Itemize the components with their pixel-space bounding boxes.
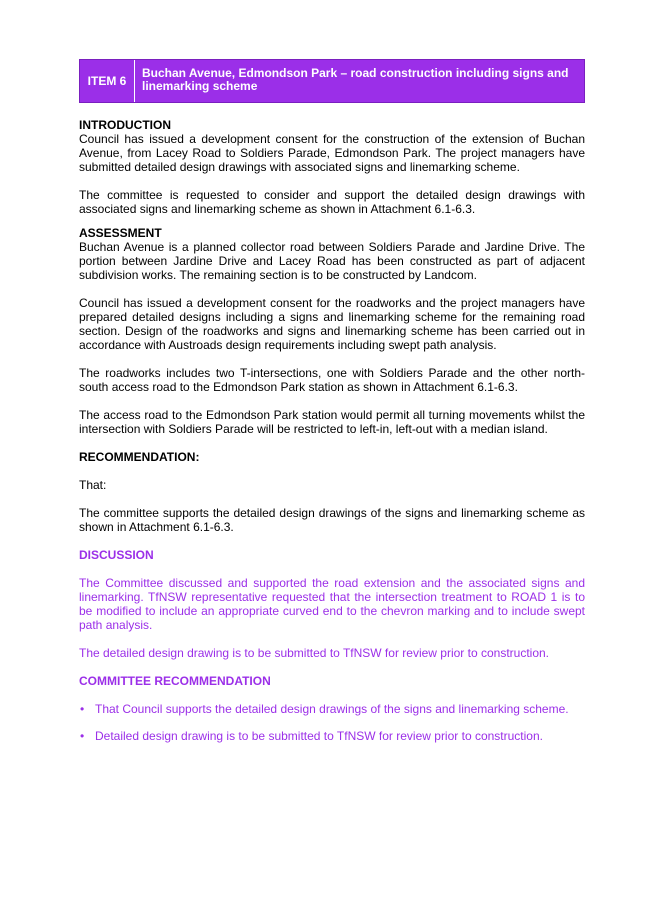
- bullet-icon: •: [80, 729, 85, 743]
- assessment-paragraph-3: The roadworks includes two T-intersections, one with Soldiers Parade and the other north-south access road to the Edmondson Park station as shown in Attachment 6.1-6.3.: [79, 366, 585, 394]
- assessment-section: [79, 226, 585, 436]
- document-page: [79, 59, 585, 756]
- item-header: [79, 59, 585, 103]
- discussion-paragraph-2: The detailed design drawing is to be submitted to TfNSW for review prior to construction.: [79, 646, 549, 660]
- assessment-paragraph-4: The access road to the Edmondson Park station would permit all turning movements whilst the intersection with Soldiers Parade will be restricted to left-in, left-out with a median island.: [79, 408, 585, 436]
- item-number: ITEM 6: [80, 60, 135, 102]
- introduction-section: [79, 118, 585, 216]
- discussion-heading: DISCUSSION: [79, 548, 154, 562]
- item-title: Buchan Avenue, Edmondson Park – road construction including signs and linemarking scheme: [142, 66, 569, 93]
- introduction-paragraph-2: The committee is requested to consider and support the detailed design drawings with associated signs and linemarking scheme as shown in Attachment 6.1-6.3.: [79, 188, 585, 216]
- recommendation-heading: RECOMMENDATION:: [79, 450, 200, 464]
- list-item: [79, 702, 585, 716]
- recommendation-section: [79, 450, 585, 534]
- committee-recommendation-list: [79, 702, 585, 743]
- introduction-heading: INTRODUCTION: [79, 118, 171, 132]
- bullet-icon: •: [80, 702, 85, 716]
- discussion-section: [79, 548, 585, 660]
- list-item: [79, 729, 585, 743]
- bullet-text-1: That Council supports the detailed design drawings of the signs and linemarking scheme.: [95, 702, 569, 716]
- assessment-paragraph-2: Council has issued a development consent for the roadworks and the project managers have prepared detailed designs including a signs and linemarking scheme for the remaining road section. Design of the roadworks and signs and linemarking scheme has been carried out in accordance with Austroads design requirements including swept path analysis.: [79, 296, 585, 352]
- committee-recommendation-section: [79, 674, 585, 743]
- committee-recommendation-heading: COMMITTEE RECOMMENDATION: [79, 674, 271, 688]
- recommendation-that: That:: [79, 478, 107, 492]
- recommendation-text: The committee supports the detailed design drawings of the signs and linemarking scheme as shown in Attachment 6.1-6.3.: [79, 506, 585, 534]
- discussion-paragraph-1: The Committee discussed and supported the road extension and the associated signs and linemarking. TfNSW representative requested that the intersection treatment to ROAD 1 is to be modified to include an appropriate curved end to the chevron marking and to include swept path analysis.: [79, 576, 585, 632]
- bullet-text-2: Detailed design drawing is to be submitted to TfNSW for review prior to construction.: [95, 729, 543, 743]
- assessment-paragraph-1: Buchan Avenue is a planned collector road between Soldiers Parade and Jardine Drive. The portion between Jardine Drive and Lacey Road has been constructed as part of adjacent subdivision works. The remaining section is to be constructed by Landcom.: [79, 240, 585, 282]
- introduction-paragraph-1: Council has issued a development consent for the construction of the extension of Buchan Avenue, from Lacey Road to Soldiers Parade, Edmondson Park. The project managers have submitted detailed design drawings with associated signs and linemarking scheme.: [79, 132, 585, 174]
- assessment-heading: ASSESSMENT: [79, 226, 162, 240]
